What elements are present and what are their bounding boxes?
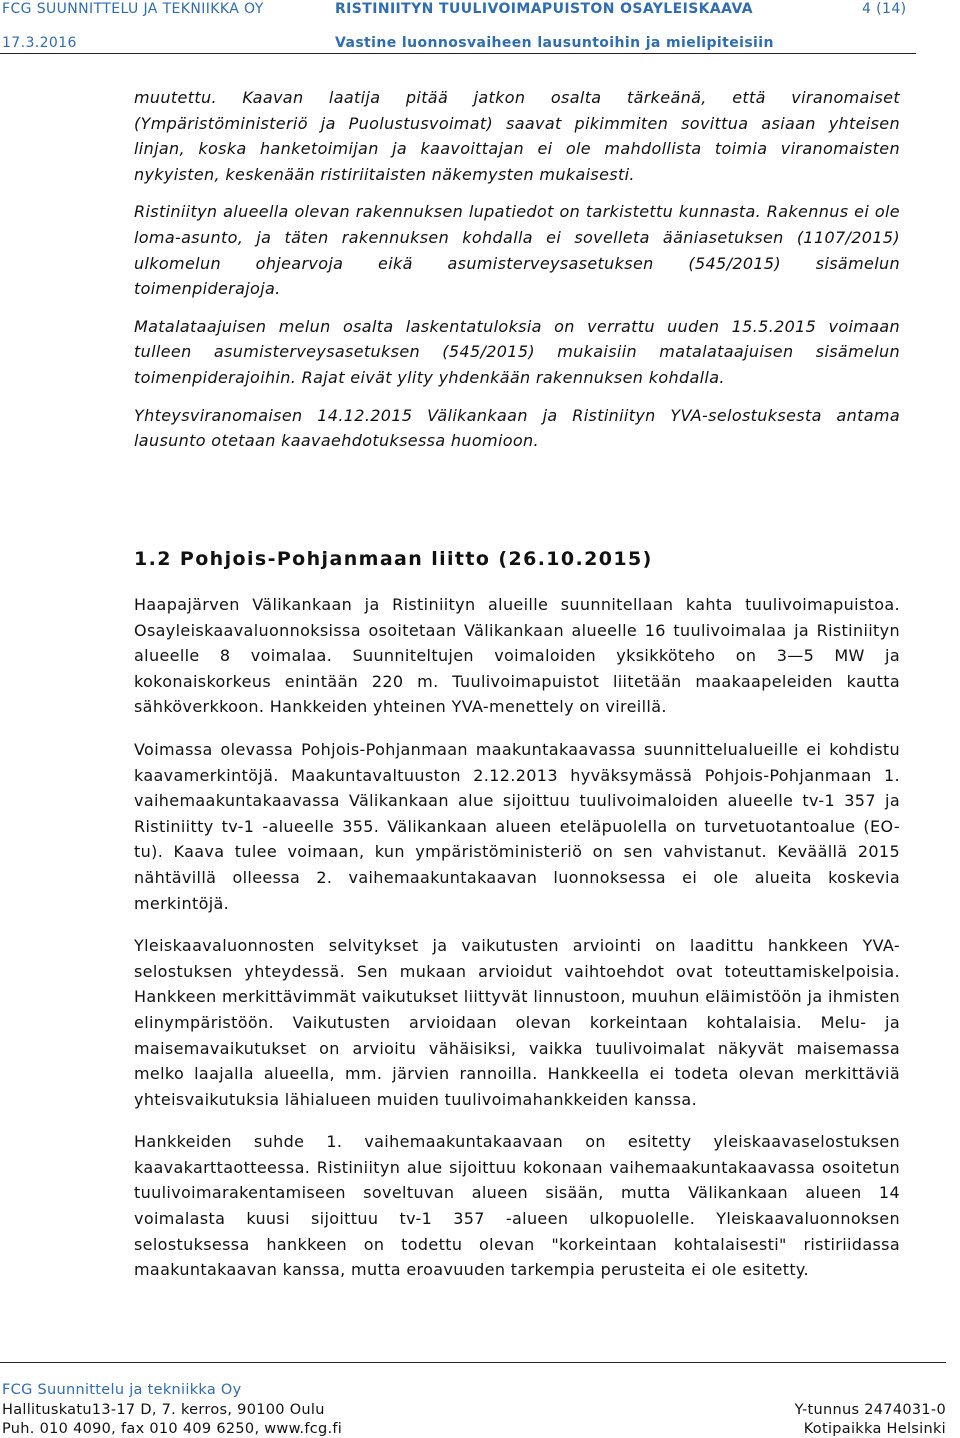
response-paragraph: Ristiniityn alueella olevan rakennuksen lupatiedot on tarkistettu kunnasta. Rakennus ei ole loma-asunto, ja täten rakennuksen kohdalla ei sovelleta ääniasetuksen (1107/2015) ulkomelun ohjearvoja eikä asumisterveysasetuksen (545/2015) sisämelun toimenpiderajoja. — [134, 202, 900, 299]
footer-divider — [0, 1362, 946, 1363]
statement-section — [134, 592, 900, 1283]
response-paragraph: muutettu. Kaavan laatija pitää jatkon osalta tärkeänä, että viranomaiset (Ympäristöministeriö ja Puolustusvoimat) saavat pikimmiten sovittua asiaan yhteisen linjan, koska hanketoimijan ja kaavoittajan ei ole mahdollista toimia viranomaisten nykyisten, keskenään ristiriitaisten näkemysten mukaisesti. — [134, 88, 900, 184]
header-company: FCG SUUNNITTELU JA TEKNIIKKA OY — [2, 1, 264, 17]
footer-contact: Puh. 010 4090, fax 010 409 6250, www.fcg.fi — [2, 1421, 343, 1437]
statement-paragraph: Voimassa olevassa Pohjois-Pohjanmaan maakuntakaavassa suunnittelualueille ei kohdistu kaavamerkintöjä. Maakuntavaltuuston 2.12.2013 hyväksymässä Pohjois-Pohjanmaan 1. vaihemaakuntakaavassa Välikankaan alue sijoittuu tuulivoimaloiden alueelle tv-1 357 ja Ristiniitty tv-1 -alueelle 355. Välikankaan alueen eteläpuolella on turvetuotantoalue (EO-tu). Kaava tulee voimaan, kun ympäristöministeriö on sen vahvistanut. Keväällä 2015 nähtävillä olleessa 2. vaihemaakuntakaavan luonnoksessa ei ole alueita koskevia merkintöjä. — [134, 739, 900, 913]
statement-paragraph: Yleiskaavaluonnosten selvitykset ja vaikutusten arviointi on laadittu hankkeen YVA-selostuksen yhteydessä. Sen mukaan arvioidut vaihtoehdot ovat toteuttamiskelpoisia. Hankkeen merkittävimmät vaikutukset liittyvät linnustoon, muuhun eläimistöön ja ihmisten elinympäristöön. Vaikutusten arvioidaan olevan korkeintaan kohtalaisia. Melu- ja maisemavaikutukset on arvioitu vähäisiksi, vaikka tuulivoimalat näkyvät maisemassa melko laajalla alueella, mm. järvien rannoilla. Hankkeella ei todeta olevan merkittäviä yhteisvaikutuksia lähialueen muiden tuulivoimahankkeiden kanssa. — [134, 936, 900, 1109]
footer-address: Hallituskatu13-17 D, 7. kerros, 90100 Oulu — [2, 1402, 325, 1418]
response-paragraph: Yhteysviranomaisen 14.12.2015 Välikankaan ja Ristiniityn YVA-selostuksesta antama lausunto otetaan kaavaehdotuksessa huomioon. — [134, 405, 900, 451]
statement-paragraph: Hankkeiden suhde 1. vaihemaakuntakaavaan on esitetty yleiskaavaselostuksen kaavakarttaotteessa. Ristiniityn alue sijoittuu kokonaan vaihemaakuntakaavassa osoitetun tuulivoimarakentamiseen soveltuvan alueen sisään, mutta Välikankaan alueen 14 voimalasta kuusi sijoittuu tv-1 357 -alueen ulkopuolelle. Yleiskaavaluonnoksen selostuksessa hankkeen on todettu olevan "korkeintaan kohtalaisesti" ristiriidassa maakuntakaavan kanssa, mutta eroavuuden tarkempia perusteita ei ole esitetty. — [134, 1132, 900, 1280]
footer-domicile: Kotipaikka Helsinki — [803, 1421, 946, 1437]
footer-business-id: Y-tunnus 2474031-0 — [794, 1402, 946, 1418]
statement-paragraph: Haapajärven Välikankaan ja Ristiniityn alueille suunnitellaan kahta tuulivoimapuistoa. Osayleiskaavaluonnoksissa osoitetaan Välikankaan alueelle 16 tuulivoimalaa ja Ristiniityn alueelle 8 voimalaa. Suunniteltujen voimaloiden yksikköteho on 3—5 MW ja kokonaiskorkeus enintään 220 m. Tuulivoimapuistot liitetään maakaapeleiden kautta sähköverkkoon. Hankkeiden yhteinen YVA-menettely on vireillä. — [134, 595, 900, 717]
header-subtitle: Vastine luonnosvaiheen lausuntoihin ja mielipiteisiin — [335, 35, 774, 51]
header-date: 17.3.2016 — [2, 35, 77, 51]
response-paragraph: Matalataajuisen melun osalta laskentatuloksia on verrattu uuden 15.5.2015 voimaan tulleen asumisterveysasetuksen (545/2015) mukaisiin matalataajuisen sisämelun toimenpiderajoihin. Rajat eivät ylity yhdenkään rakennuksen kohdalla. — [134, 316, 900, 387]
header-page-number: 4 (14) — [862, 1, 907, 17]
header-project: RISTINIITYN TUULIVOIMAPUISTON OSAYLEISKAAVA — [335, 1, 753, 17]
footer-company: FCG Suunnittelu ja tekniikka Oy — [2, 1382, 242, 1398]
section-heading: 1.2 Pohjois-Pohjanmaan liitto (26.10.2015) — [134, 548, 653, 570]
response-section — [134, 85, 900, 454]
header-divider — [0, 53, 916, 54]
